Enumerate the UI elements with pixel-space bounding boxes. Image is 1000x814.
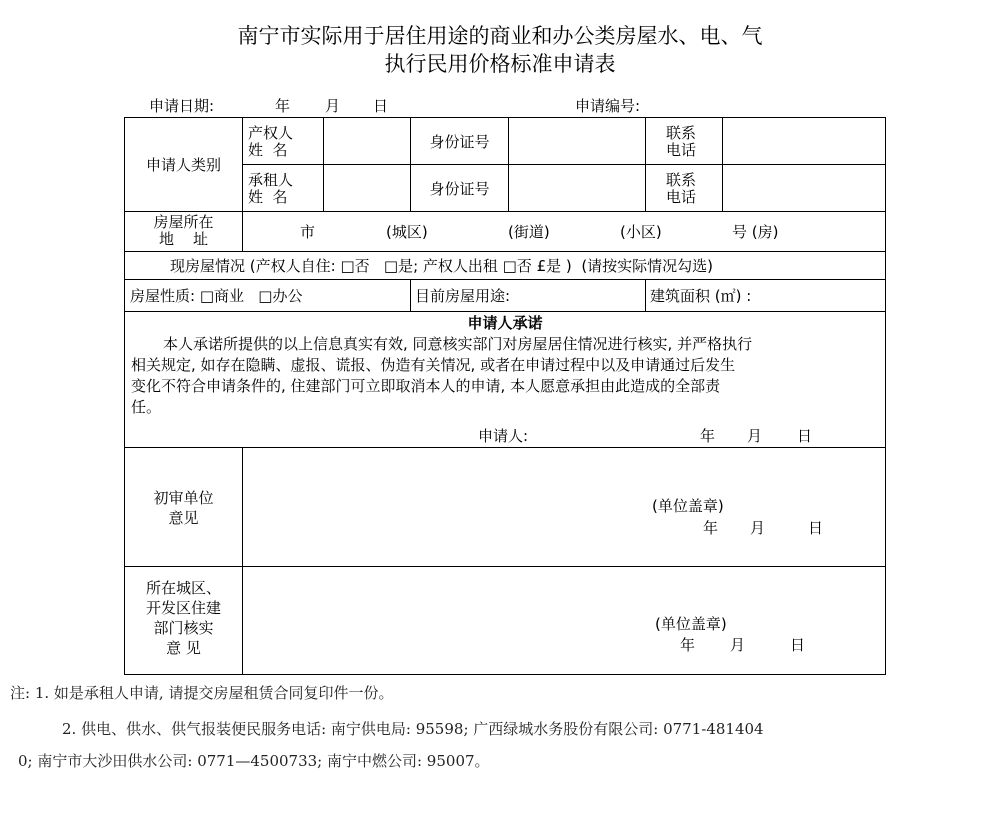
area-label: 建筑面积 (㎡) : bbox=[650, 287, 752, 305]
owner-phone-label-1: 联系 bbox=[666, 124, 697, 142]
tenant-phone-label-2: 电话 bbox=[666, 188, 697, 206]
apply-date-month: 月 bbox=[325, 97, 341, 115]
address-label-2: 地 址 bbox=[158, 230, 209, 248]
district-review-opinion[interactable] bbox=[242, 566, 886, 675]
note-line-3: 0; 南宁市大沙田供水公司: 0771—4500733; 南宁中燃公司: 95007。 bbox=[18, 752, 490, 770]
owner-name-label-2: 姓 名 bbox=[248, 141, 288, 159]
pledge-line-1: 本人承诺所提供的以上信息真实有效, 同意核实部门对房屋居住情况进行核实, 并严格执行 bbox=[163, 335, 753, 353]
applicant-category-label: 申请人类别 bbox=[145, 156, 221, 174]
district-review-label-1: 所在城区、 bbox=[145, 579, 221, 597]
tenant-id-value[interactable] bbox=[508, 164, 646, 212]
district-review-label-3: 部门核实 bbox=[153, 619, 214, 637]
address-value-cell[interactable] bbox=[242, 211, 886, 252]
property-nature-text: 房屋性质: □商业 □办公 bbox=[130, 287, 303, 305]
owner-name-value[interactable] bbox=[323, 117, 411, 165]
tenant-name-label-2: 姓 名 bbox=[248, 188, 288, 206]
tenant-name-value[interactable] bbox=[323, 164, 411, 212]
apply-date-day: 日 bbox=[373, 97, 389, 115]
owner-phone-label-2: 电话 bbox=[666, 141, 697, 159]
initial-review-label-cell bbox=[124, 447, 243, 567]
address-number: 号 (房) bbox=[732, 223, 779, 241]
pledge-line-3: 变化不符合申请条件的, 住建部门可立即取消本人的申请, 本人愿意承担由此造成的全部责 bbox=[131, 377, 721, 395]
owner-id-label: 身份证号 bbox=[429, 133, 490, 151]
apply-no-label: 申请编号: bbox=[575, 97, 641, 115]
address-street: (街道) bbox=[508, 223, 550, 241]
tenant-id-label: 身份证号 bbox=[429, 180, 490, 198]
tenant-phone-value[interactable] bbox=[722, 164, 886, 212]
note-line-1: 注: 1. 如是承租人申请, 请提交房屋租赁合同复印件一份。 bbox=[10, 684, 394, 702]
address-label-1: 房屋所在 bbox=[153, 213, 214, 231]
form-title-line1: 南宁市实际用于居住用途的商业和办公类房屋水、电、气 bbox=[237, 24, 763, 48]
initial-review-label-2: 意见 bbox=[168, 509, 199, 527]
initial-review-month: 月 bbox=[750, 519, 766, 537]
district-review-label-4: 意 见 bbox=[166, 639, 201, 657]
initial-review-label-1: 初审单位 bbox=[153, 489, 214, 507]
pledge-line-4: 任。 bbox=[131, 398, 162, 416]
pledge-line-2: 相关规定, 如存在隐瞒、虚报、谎报、伪造有关情况, 或者在申请过程中以及申请通过后发生 bbox=[131, 356, 736, 374]
district-review-day: 日 bbox=[790, 636, 806, 654]
initial-review-seal: (单位盖章) bbox=[652, 497, 724, 515]
note-line-2: 2. 供电、供水、供气报装便民服务电话: 南宁供电局: 95598; 广西绿城水务股份有限公司: 0771-481404 bbox=[62, 720, 764, 738]
address-community: (小区) bbox=[620, 223, 662, 241]
owner-phone-value[interactable] bbox=[722, 117, 886, 165]
district-review-label-2: 开发区住建 bbox=[145, 599, 221, 617]
address-city: 市 bbox=[300, 223, 316, 241]
current-use-label: 目前房屋用途: bbox=[415, 287, 511, 305]
initial-review-opinion[interactable] bbox=[242, 447, 886, 567]
owner-id-value[interactable] bbox=[508, 117, 646, 165]
pledge-signer-label: 申请人: bbox=[478, 427, 529, 445]
pledge-year: 年 bbox=[700, 427, 716, 445]
form-title-line2: 执行民用价格标准申请表 bbox=[384, 52, 616, 76]
initial-review-year: 年 bbox=[703, 519, 719, 537]
owner-name-label-1: 产权人 bbox=[248, 124, 294, 142]
district-review-month: 月 bbox=[730, 636, 746, 654]
district-review-year: 年 bbox=[680, 636, 696, 654]
situation-text: 现房屋情况 (产权人自住: □否 □是; 产权人出租 □否 £是 ) (请按实际情况勾选) bbox=[170, 257, 714, 275]
apply-date-label: 申请日期: bbox=[149, 97, 215, 115]
pledge-title: 申请人承诺 bbox=[467, 314, 543, 332]
address-district: (城区) bbox=[386, 223, 428, 241]
apply-date-year: 年 bbox=[275, 97, 291, 115]
initial-review-day: 日 bbox=[808, 519, 824, 537]
pledge-day: 日 bbox=[797, 427, 813, 445]
tenant-name-label-1: 承租人 bbox=[248, 171, 294, 189]
tenant-phone-label-1: 联系 bbox=[666, 171, 697, 189]
district-review-seal: (单位盖章) bbox=[655, 615, 727, 633]
pledge-month: 月 bbox=[747, 427, 763, 445]
